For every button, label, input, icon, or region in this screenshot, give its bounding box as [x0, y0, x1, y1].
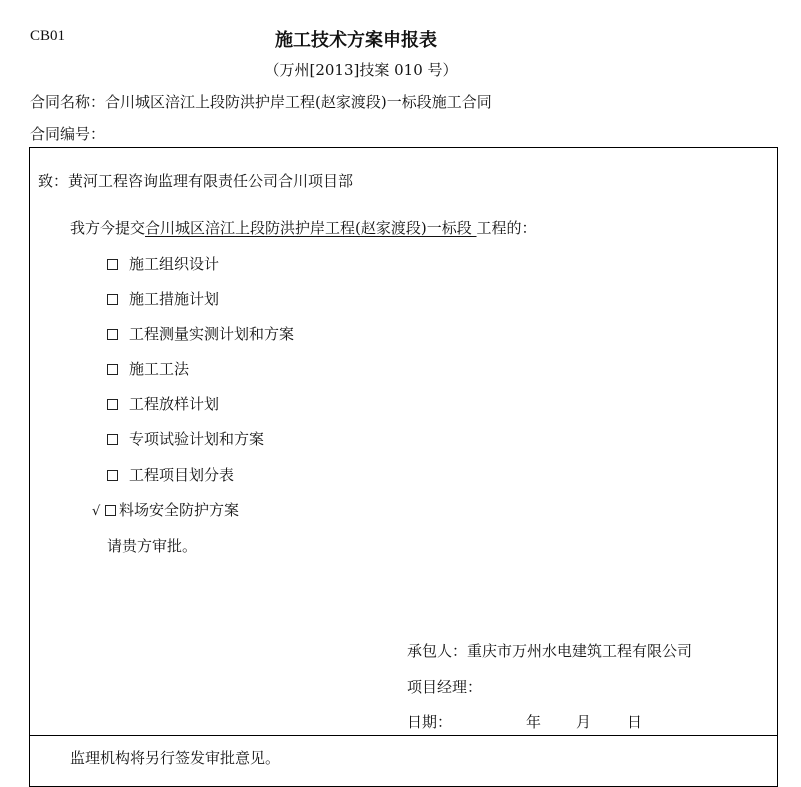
checklist-label: 施工组织设计 — [129, 255, 220, 273]
checklist-item[interactable] — [107, 288, 219, 309]
checklist-item-checked[interactable] — [92, 499, 239, 520]
checklist-label: 工程测量实测计划和方案 — [129, 325, 295, 343]
contract-name-row — [30, 91, 492, 112]
checkbox[interactable] — [105, 505, 116, 516]
checklist-item[interactable] — [107, 253, 219, 274]
date-year: 年 — [526, 713, 542, 731]
form-code: CB01 — [30, 28, 66, 44]
date-label: 日期： — [407, 713, 453, 731]
form-divider — [29, 735, 778, 736]
contract-name-label: 合同名称： — [30, 93, 106, 111]
checkbox[interactable] — [107, 399, 118, 410]
checkmark-icon: √ — [92, 504, 101, 519]
checkbox[interactable] — [107, 470, 118, 481]
contract-no-row — [30, 123, 105, 144]
intro-suffix: 工程的： — [476, 219, 537, 237]
checkbox[interactable] — [107, 294, 118, 305]
checklist-item[interactable] — [107, 358, 189, 379]
document-title: 施工技术方案申报表 — [275, 30, 437, 51]
checkbox[interactable] — [107, 329, 118, 340]
contractor-label: 承包人： — [407, 642, 468, 660]
addressee: 致：黄河工程咨询监理有限责任公司合川项目部 — [38, 172, 354, 190]
checklist-item[interactable] — [107, 464, 234, 485]
submission-intro — [70, 217, 537, 238]
checklist-label: 料场安全防护方案 — [119, 501, 240, 519]
manager-row — [407, 676, 482, 697]
checkbox[interactable] — [107, 434, 118, 445]
checklist-item[interactable] — [107, 323, 294, 344]
checklist-item[interactable] — [107, 428, 264, 449]
manager-label: 项目经理： — [407, 678, 483, 696]
contract-name-value: 合川城区涪江上段防洪护岸工程(赵家渡段)一标段施工合同 — [105, 93, 492, 111]
document-number: （万州[2013]技案 010 号） — [264, 61, 458, 79]
date-month: 月 — [576, 713, 592, 731]
intro-project: 合川城区涪江上段防洪护岸工程(赵家渡段)一标段 — [145, 219, 477, 237]
checkbox[interactable] — [107, 364, 118, 375]
checklist-label: 工程放样计划 — [129, 395, 220, 413]
checklist-label: 施工工法 — [129, 360, 190, 378]
approval-request: 请贵方审批。 — [107, 537, 198, 555]
checklist-label: 工程项目划分表 — [129, 466, 235, 484]
contractor-row — [407, 640, 692, 661]
supervisor-note: 监理机构将另行签发审批意见。 — [70, 749, 281, 767]
checklist-item[interactable] — [107, 393, 219, 414]
intro-prefix: 我方今提交 — [70, 219, 146, 237]
checklist-label: 专项试验计划和方案 — [129, 430, 265, 448]
checkbox[interactable] — [107, 259, 118, 270]
contractor-value: 重庆市万州水电建筑工程有限公司 — [467, 642, 693, 660]
contract-no-label: 合同编号： — [30, 125, 106, 143]
date-day: 日 — [627, 713, 643, 731]
checklist-label: 施工措施计划 — [129, 290, 220, 308]
